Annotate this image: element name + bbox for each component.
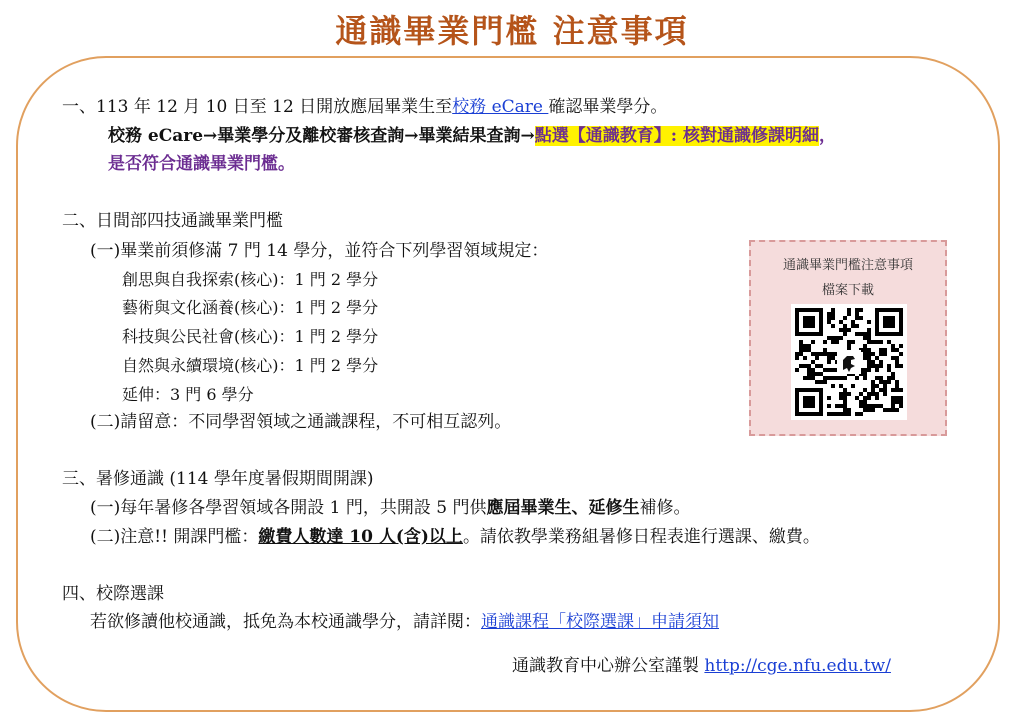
section4-heading: 四、校際選課 — [62, 584, 164, 604]
ecare-link[interactable]: 校務 eCare — [452, 97, 549, 117]
qr-download-box — [749, 240, 947, 436]
section1-heading-prefix: 一、113 年 12 月 10 日至 12 日開放應屆畢業生至 — [62, 97, 453, 117]
section2-item2: (二)請留意：不同學習領域之通識課程，不可相互認列。 — [90, 412, 512, 432]
section3-item1 — [90, 497, 691, 519]
section4-text-body: 若欲修讀他校通識，抵免為本校通識學分，請詳閱： — [90, 612, 481, 632]
section3-item2-bold: 繳費人數達 10 人(含)以上 — [258, 527, 463, 547]
qr-title: 通識畢業門檻注意事項 — [782, 258, 913, 273]
section1-path-text: 校務 eCare→畢業學分及離校審核查詢→畢業結果查詢→ — [108, 126, 535, 146]
section3-item1-bold: 應屆畢業生、延修生 — [486, 498, 640, 518]
section1-comma: ， — [819, 126, 836, 146]
footer-text: 通識教育中心辦公室謹製 — [512, 656, 705, 676]
area-item: 科技與公民社會(核心)：1 門 2 學分 — [122, 327, 379, 346]
qr-subtitle: 檔案下載 — [821, 283, 874, 298]
section3-heading: 三、暑修通識 (114 學年度暑假期間開課) — [62, 469, 374, 489]
section1-path — [108, 125, 836, 147]
section3-item2-suffix: 。請依教學業務組暑修日程表進行選課、繳費。 — [462, 527, 820, 547]
area-item: 創思與自我探索(核心)：1 門 2 學分 — [122, 270, 379, 289]
page-title: 通識畢業門檻 注意事項 — [335, 12, 689, 50]
section1-heading — [62, 96, 667, 118]
area-item: 延伸：3 門 6 學分 — [122, 385, 254, 404]
section1-path2: 是否符合通識畢業門檻。 — [108, 154, 295, 174]
area-item: 自然與永續環境(核心)：1 門 2 學分 — [122, 356, 379, 375]
qr-code-icon[interactable] — [791, 304, 907, 420]
section3-item1-prefix: (一)每年暑修各學習領域各開設 1 門，共開設 5 門供 — [90, 498, 487, 518]
footer — [512, 655, 891, 677]
cross-school-link[interactable]: 通識課程「校際選課」申請須知 — [481, 612, 719, 632]
section4-text — [90, 611, 719, 633]
section3-item1-suffix: 補修。 — [639, 498, 691, 518]
area-item: 藝術與文化涵養(核心)：1 門 2 學分 — [122, 298, 379, 317]
footer-url-link[interactable]: http://cge.nfu.edu.tw/ — [704, 656, 891, 676]
section1-heading-suffix: 確認畢業學分。 — [548, 97, 668, 117]
section1-highlight: 點選【通識教育】: 核對通識修課明細 — [534, 126, 819, 146]
section3-item2 — [90, 526, 820, 548]
section3-item2-prefix: (二)注意!! 開課門檻： — [90, 527, 259, 547]
section2-heading: 二、日間部四技通識畢業門檻 — [62, 211, 283, 231]
section2-item1: (一)畢業前須修滿 7 門 14 學分，並符合下列學習領域規定： — [90, 241, 549, 261]
